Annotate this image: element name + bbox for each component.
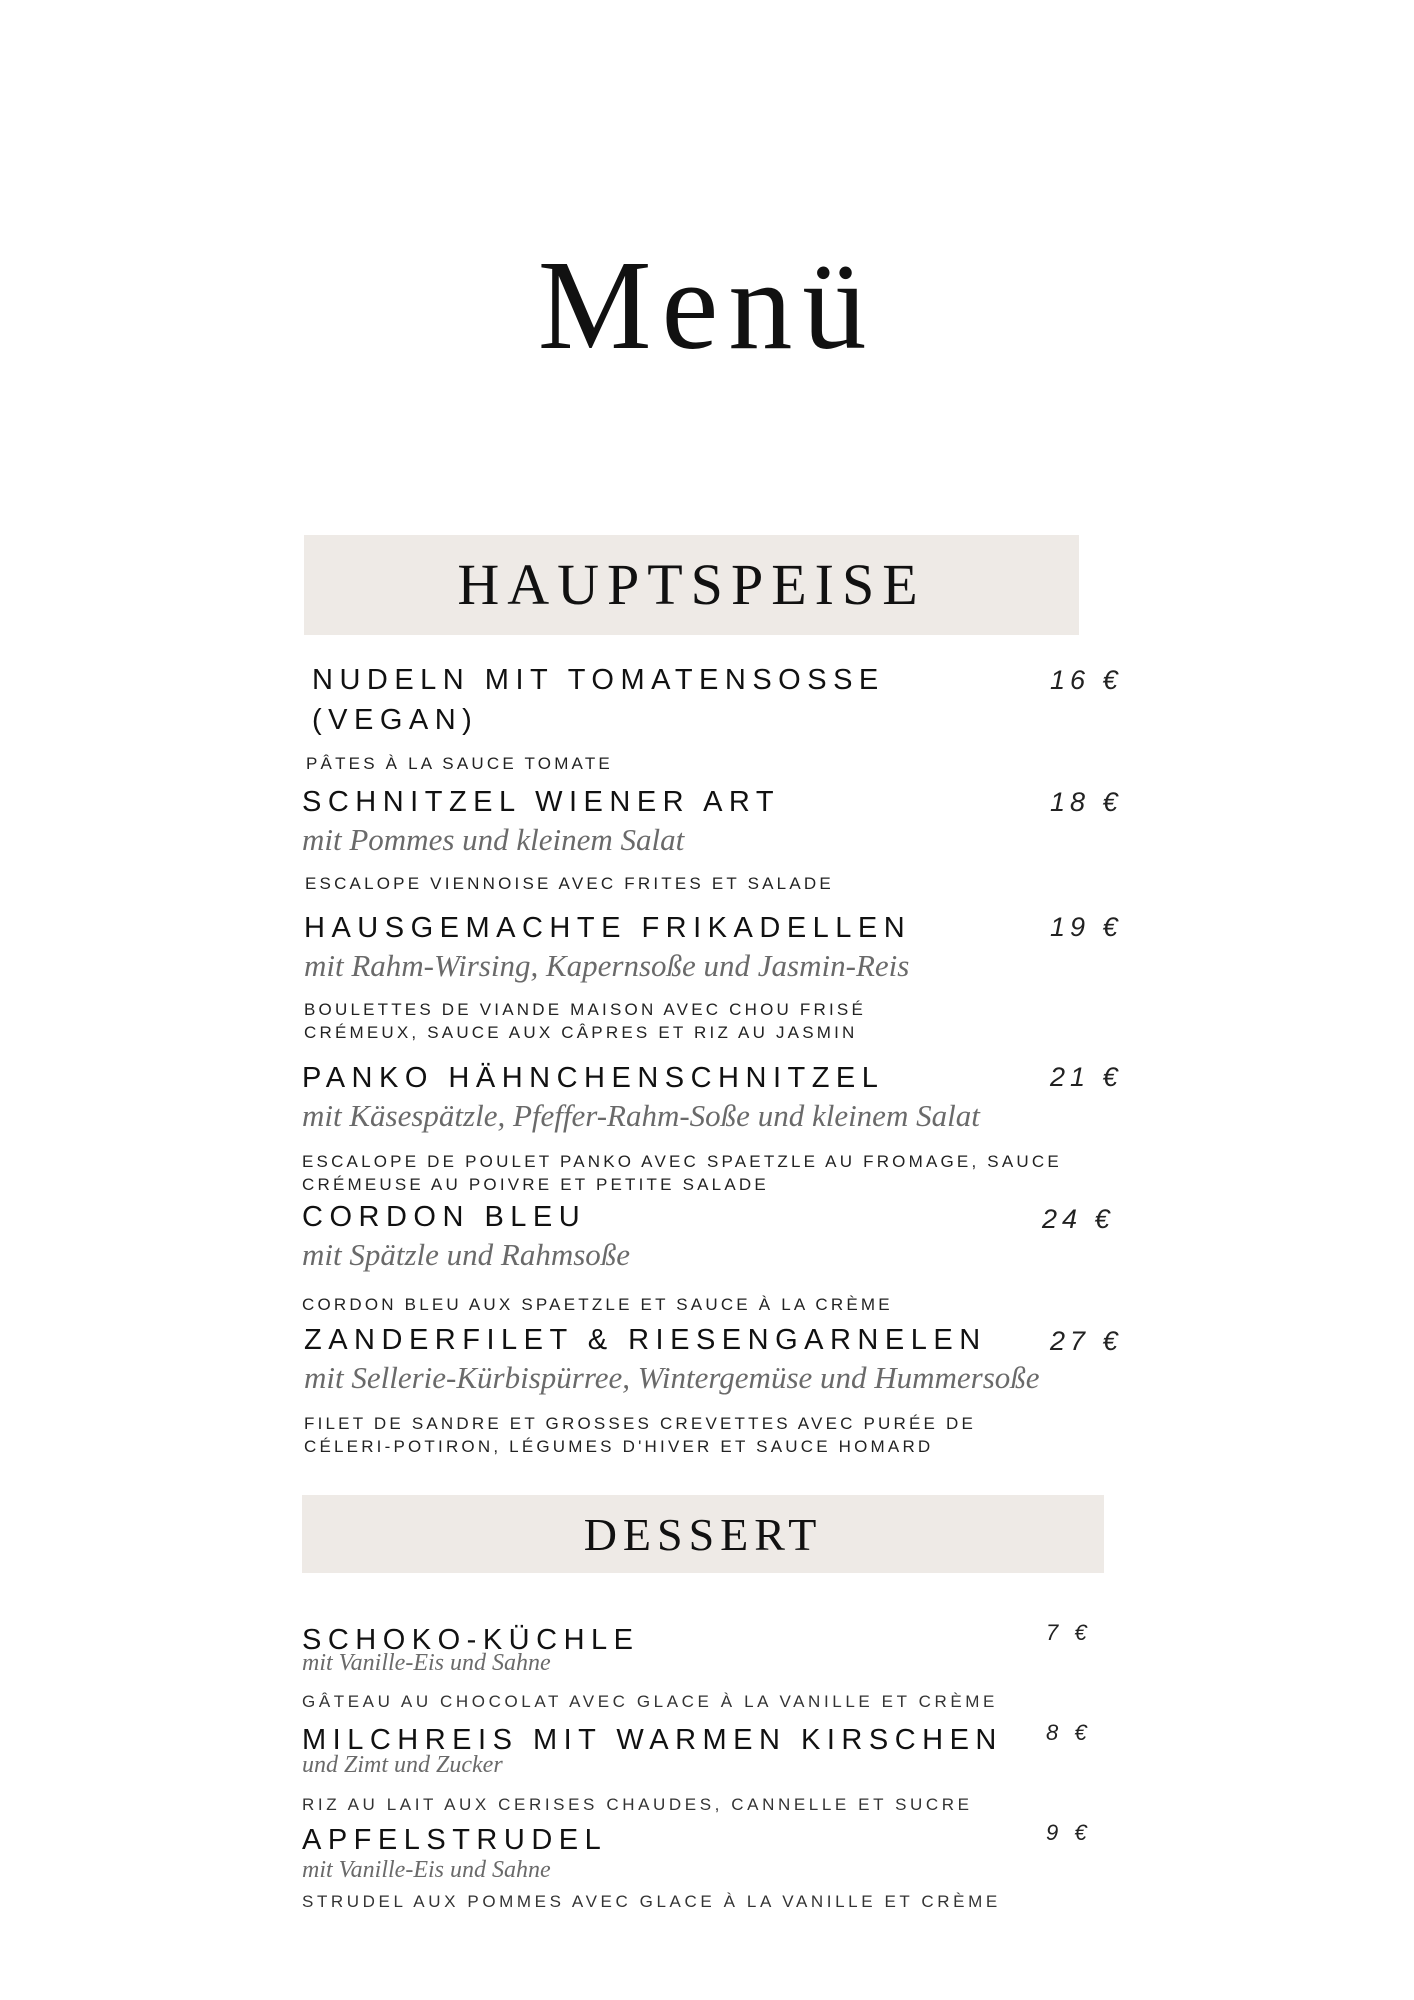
item-description: mit Sellerie-Kürbispürree, Wintergemüse und Hummersoße [304, 1360, 1040, 1395]
item-description: mit Spätzle und Rahmsoße [302, 1237, 631, 1272]
menu-title: Menü [537, 234, 877, 376]
item-name: SCHNITZEL WIENER ART [302, 786, 781, 818]
menu-item [302, 1058, 1062, 1196]
item-translation: STRUDEL AUX POMMES AVEC GLACE À LA VANILLE ET CRÈME [302, 1892, 1001, 1911]
item-translation: CORDON BLEU AUX SPAETZLE ET SAUCE À LA CRÈME [302, 1295, 893, 1314]
item-price: 8 € [1046, 1720, 1092, 1745]
item-translation [306, 752, 613, 775]
item-description: mit Rahm-Wirsing, Kapernsoße und Jasmin-Reis [304, 948, 910, 983]
item-name: HAUSGEMACHTE FRIKADELLEN [304, 912, 912, 944]
item-name: CORDON BLEU [302, 1201, 587, 1233]
menu-item [302, 1820, 1001, 1913]
item-translation-text: PÂTES À LA SAUCE TOMATE [306, 754, 613, 773]
item-translation: FILET DE SANDRE ET GROSSES CREVETTES AVEC PURÉE DE CÉLERI-POTIRON, LÉGUMES D'HIVER ET SAUCE HOMARD [304, 1414, 977, 1456]
item-translation: GÂTEAU AU CHOCOLAT AVEC GLACE À LA VANILLE ET CRÈME [302, 1692, 998, 1711]
item-price: 21 € [1050, 1062, 1123, 1092]
item-price: 16 € [1050, 665, 1123, 695]
menu-item [302, 1620, 998, 1713]
section-heading-main: HAUPTSPEISE [304, 535, 1079, 635]
item-description: und Zimt und Zucker [302, 1752, 503, 1778]
item-price: 7 € [1046, 1620, 1092, 1645]
section-heading-dessert: DESSERT [302, 1495, 1104, 1573]
item-description: mit Pommes und kleinem Salat [302, 822, 685, 857]
menu-item [304, 908, 944, 1044]
menu-item [302, 1197, 893, 1316]
item-price: 24 € [1042, 1204, 1115, 1234]
item-name: ZANDERFILET & RIESENGARNELEN [304, 1324, 987, 1356]
item-name: MILCHREIS MIT WARMEN KIRSCHEN [302, 1724, 1003, 1756]
item-translation: RIZ AU LAIT AUX CERISES CHAUDES, CANNELLE ET SUCRE [302, 1795, 973, 1814]
item-name: NUDELN MIT TOMATENSOSSE (VEGAN) [312, 664, 885, 736]
item-translation: ESCALOPE VIENNOISE AVEC FRITES ET SALADE [305, 874, 834, 893]
item-name: APFELSTRUDEL [302, 1824, 608, 1856]
item-translation: ESCALOPE DE POULET PANKO AVEC SPAETZLE AU FROMAGE, SAUCE CRÉMEUSE AU POIVRE ET PETITE SALADE [302, 1152, 1062, 1194]
menu-item [312, 660, 962, 740]
item-description: mit Käsespätzle, Pfeffer-Rahm-Soße und kleinem Salat [302, 1098, 980, 1133]
item-translation: BOULETTES DE VIANDE MAISON AVEC CHOU FRISÉ CRÉMEUX, SAUCE AUX CÂPRES ET RIZ AU JASMIN [304, 1000, 866, 1042]
item-price: 27 € [1050, 1326, 1123, 1356]
item-description: mit Vanille-Eis und Sahne [302, 1650, 551, 1676]
item-name: SCHOKO-KÜCHLE [302, 1624, 640, 1656]
menu-item [304, 1320, 1064, 1458]
item-price: 9 € [1046, 1820, 1092, 1845]
item-description: mit Vanille-Eis und Sahne [302, 1857, 551, 1883]
item-name: PANKO HÄHNCHENSCHNITZEL [302, 1062, 885, 1094]
menu-item [302, 782, 834, 895]
item-price: 19 € [1050, 912, 1123, 942]
item-price: 18 € [1050, 787, 1123, 817]
menu-item [302, 1720, 1003, 1816]
